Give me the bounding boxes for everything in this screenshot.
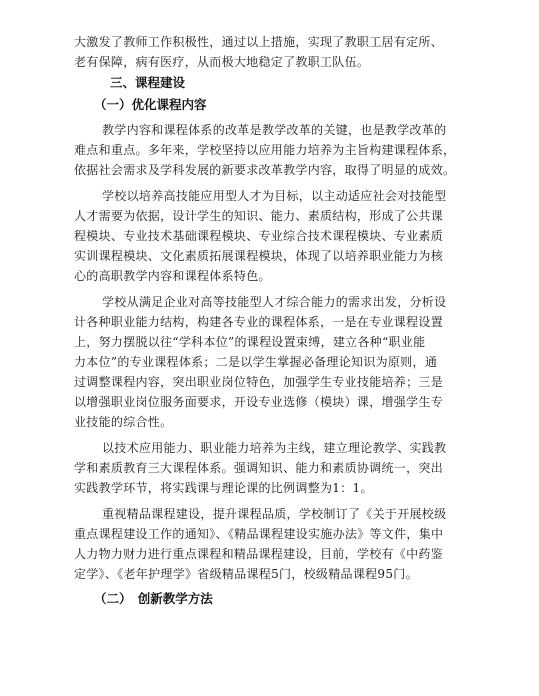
section-heading: 三、课程建设 [110,75,186,90]
paragraph-line: 人力物力财力进行重点课程和精品课程建设，目前，学校有《中药鉴 [74,547,444,561]
paragraph-line: 计各种职业能力结构，构建各专业的课程体系，一是在专业课程设置 [74,315,444,329]
paragraph-line: 以技术应用能力、职业能力培养为主线，建立理论教学、实践教 [102,441,447,455]
paragraph-1 [74,120,493,180]
paragraph-line: 学校从满足企业对高等技能型人才综合能力的需求出发，分析设 [102,295,447,309]
paragraph-line: 人才需要为依据，设计学生的知识、能力、素质结构，形成了公共课 [74,209,444,223]
paragraph-line: 重视精品课程建设，提升课程品质，学校制订了《关于开展校级 [102,507,447,521]
subsection-heading-2: （二） 创新教学方法 [94,591,213,606]
paragraph-line: 定学》、《老年护理学》省级精品课程5门，校级精品课程95门。 [74,567,418,581]
paragraph-line: 难点和重点。多年来，学校坚持以应用能力培养为主旨构建课程体系， [74,143,456,157]
paragraph-4 [74,438,493,498]
paragraph-3 [74,292,493,432]
paragraph-line: 教学内容和课程体系的改革是教学改革的关键，也是教学改革的 [102,123,447,137]
paragraph-line: 上，努力摆脱以往“学科本位”的课程设置束缚，建立各种“职业能 [74,335,426,349]
intro-line-1: 大激发了教师工作积极性，通过以上措施，实现了教职工居有定所、 [74,35,444,49]
paragraph-line: 实践教学环节，将实践课与理论课的比例调整为1：1。 [74,481,373,495]
paragraph-5 [74,504,493,584]
paragraph-line: 学校以培养高技能应用型人才为目标，以主动适应社会对技能型 [102,189,447,203]
paragraph-line: 程模块、专业技术基础课程模块、专业综合技术课程模块、专业素质 [74,229,444,243]
subsection-heading-1: （一）优化课程内容 [94,97,207,112]
paragraph-2 [74,186,493,286]
paragraph-line: 过调整课程内容，突出职业岗位特色，加强学生专业技能培养；三是 [74,375,444,389]
intro-line-2: 老有保障，病有医疗，从而极大地稳定了教职工队伍。 [74,55,370,69]
paragraph-line: 学和素质教育三大课程体系。强调知识、能力和素质协调统一，突出 [74,461,444,475]
paragraph-line: 实训课程模块、文化素质拓展课程模块，体现了以培养职业能力为核 [74,249,444,263]
paragraph-line: 重点课程建设工作的通知》、《精品课程建设实施办法》等文件，集中 [74,527,444,541]
paragraph-line: 力本位”的专业课程体系；二是以学生掌握必备理论知识为原则，通 [74,355,438,369]
paragraph-line: 依据社会需求及学科发展的新要求改革教学内容，取得了明显的成效。 [74,163,456,177]
paragraph-line: 业技能的综合性。 [74,415,173,429]
paragraph-line: 心的高职教学内容和课程体系特色。 [74,269,271,283]
paragraph-line: 以增强职业岗位服务面要求，开设专业选修（模块）课，增强学生专 [74,395,444,409]
